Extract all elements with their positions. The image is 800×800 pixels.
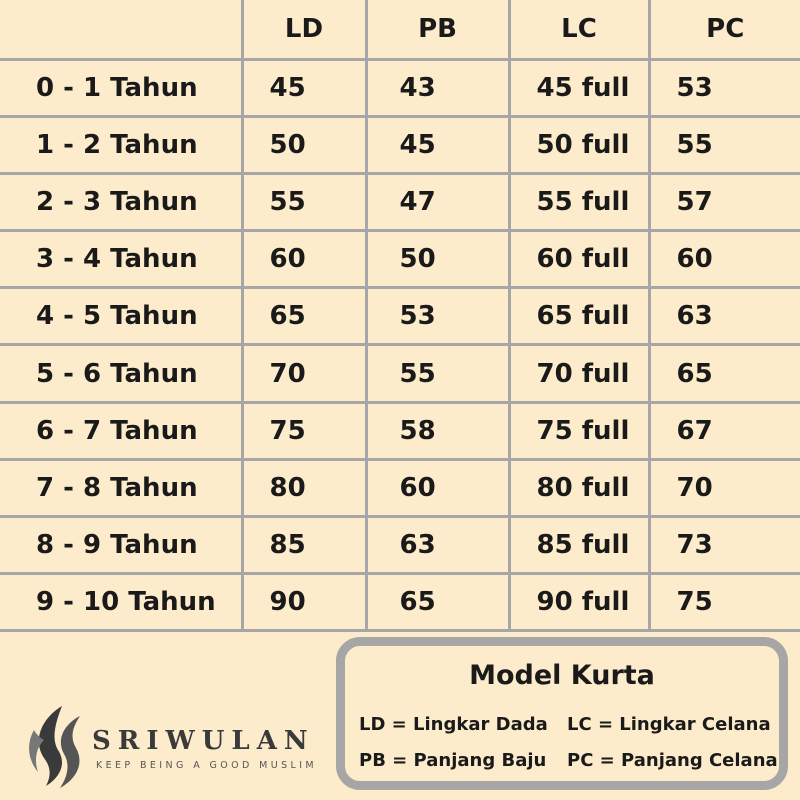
pb-cell: 63 [366, 516, 509, 573]
header-lc: LC [509, 0, 649, 60]
table-row [0, 345, 800, 402]
header-age [0, 0, 242, 60]
pb-cell: 55 [366, 345, 509, 402]
ld-cell: 70 [242, 345, 366, 402]
flame-swirl-icon [22, 700, 92, 795]
legend-item-ld: LD = Lingkar Dada [359, 714, 548, 735]
pb-cell: 58 [366, 402, 509, 459]
legend-box [336, 637, 788, 790]
brand-logo [22, 700, 322, 795]
age-cell: 8 - 9 Tahun [0, 516, 242, 573]
age-cell: 6 - 7 Tahun [0, 402, 242, 459]
pb-cell: 45 [366, 117, 509, 174]
pc-cell: 53 [649, 60, 800, 117]
age-cell: 3 - 4 Tahun [0, 231, 242, 288]
brand-name: SRIWULAN [92, 726, 315, 756]
ld-cell: 45 [242, 60, 366, 117]
age-cell: 9 - 10 Tahun [0, 573, 242, 630]
ld-cell: 55 [242, 174, 366, 231]
ld-cell: 90 [242, 573, 366, 630]
lc-cell: 75 full [509, 402, 649, 459]
age-cell: 1 - 2 Tahun [0, 117, 242, 174]
lc-cell: 70 full [509, 345, 649, 402]
table-row [0, 117, 800, 174]
brand-tagline: KEEP BEING A GOOD MUSLIM [96, 760, 318, 771]
table-row [0, 459, 800, 516]
pb-cell: 50 [366, 231, 509, 288]
table-row [0, 174, 800, 231]
ld-cell: 60 [242, 231, 366, 288]
pc-cell: 73 [649, 516, 800, 573]
ld-cell: 80 [242, 459, 366, 516]
pc-cell: 57 [649, 174, 800, 231]
pc-cell: 70 [649, 459, 800, 516]
pc-cell: 63 [649, 288, 800, 345]
ld-cell: 85 [242, 516, 366, 573]
header-pc: PC [649, 0, 800, 60]
pc-cell: 75 [649, 573, 800, 630]
legend-item-pb: PB = Panjang Baju [359, 750, 547, 771]
table-row [0, 288, 800, 345]
header-pb: PB [366, 0, 509, 60]
legend-title: Model Kurta [469, 660, 655, 691]
age-cell: 5 - 6 Tahun [0, 345, 242, 402]
pb-cell: 47 [366, 174, 509, 231]
table-row [0, 60, 800, 117]
header-row [0, 0, 800, 60]
ld-cell: 65 [242, 288, 366, 345]
pb-cell: 43 [366, 60, 509, 117]
age-cell: 0 - 1 Tahun [0, 60, 242, 117]
table-row [0, 402, 800, 459]
table-row [0, 231, 800, 288]
pc-cell: 65 [649, 345, 800, 402]
table-row [0, 573, 800, 630]
age-cell: 4 - 5 Tahun [0, 288, 242, 345]
pb-cell: 53 [366, 288, 509, 345]
lc-cell: 55 full [509, 174, 649, 231]
lc-cell: 80 full [509, 459, 649, 516]
ld-cell: 75 [242, 402, 366, 459]
lc-cell: 90 full [509, 573, 649, 630]
pc-cell: 60 [649, 231, 800, 288]
lc-cell: 60 full [509, 231, 649, 288]
lc-cell: 65 full [509, 288, 649, 345]
pc-cell: 55 [649, 117, 800, 174]
lc-cell: 45 full [509, 60, 649, 117]
pb-cell: 60 [366, 459, 509, 516]
header-ld: LD [242, 0, 366, 60]
age-cell: 7 - 8 Tahun [0, 459, 242, 516]
pc-cell: 67 [649, 402, 800, 459]
legend-item-lc: LC = Lingkar Celana [567, 714, 771, 735]
ld-cell: 50 [242, 117, 366, 174]
legend-item-pc: PC = Panjang Celana [567, 750, 778, 771]
table-row [0, 516, 800, 573]
age-cell: 2 - 3 Tahun [0, 174, 242, 231]
lc-cell: 50 full [509, 117, 649, 174]
pb-cell: 65 [366, 573, 509, 630]
lc-cell: 85 full [509, 516, 649, 573]
